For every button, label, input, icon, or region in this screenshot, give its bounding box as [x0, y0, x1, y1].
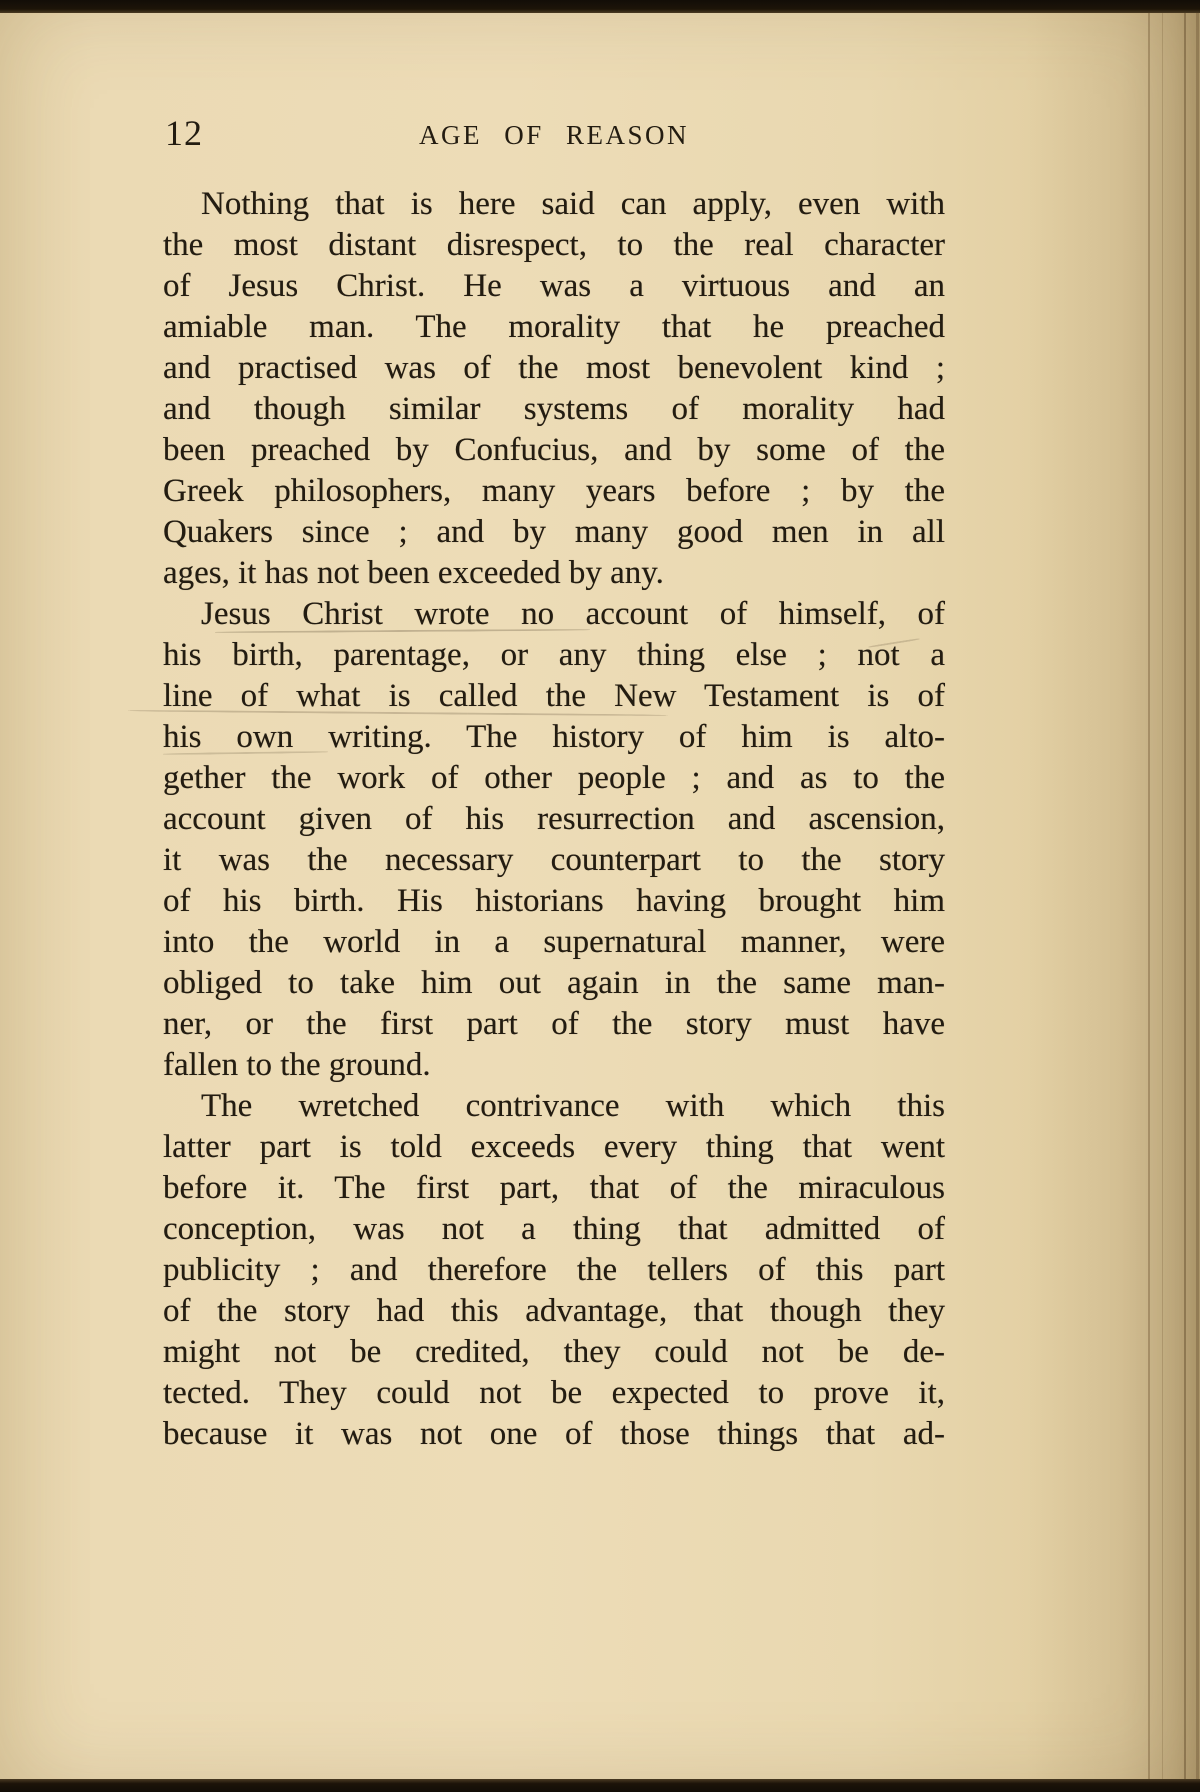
text-line: tected. They could not be expected to prove it, [163, 1375, 945, 1411]
paragraph [163, 594, 945, 1086]
text-line: Jesus Christ wrote no account of himself, of [201, 596, 945, 632]
text-line: into the world in a supernatural manner, were [163, 924, 945, 960]
text-line: latter part is told exceeds every thing that went [163, 1129, 945, 1165]
book-bottom-edge [0, 1779, 1200, 1792]
text-line: ages, it has not been exceeded by any. [163, 555, 664, 591]
text-line: been preached by Confucius, and by some of the [163, 432, 945, 468]
running-header: AGE OF REASON [418, 120, 690, 150]
fore-edge-line [1162, 13, 1163, 1779]
book-top-edge [0, 0, 1200, 13]
fore-edge-line [1148, 13, 1150, 1779]
text-line: amiable man. The morality that he preached [163, 309, 945, 345]
text-line: fallen to the ground. [163, 1047, 431, 1083]
text-line: The wretched contrivance with which this [201, 1088, 945, 1124]
text-line: gether the work of other people ; and as to the [163, 760, 945, 796]
text-line: his own writing. The history of him is alto- [163, 719, 945, 755]
paragraph [163, 184, 945, 594]
fore-edge-line [1196, 13, 1199, 1779]
page-stack-fore-edge [1025, 13, 1200, 1779]
text-line: conception, was not a thing that admitted of [163, 1211, 945, 1247]
text-line: before it. The first part, that of the miraculous [163, 1170, 945, 1206]
text-line: his birth, parentage, or any thing else ; not a [163, 637, 945, 673]
text-line: obliged to take him out again in the same man- [163, 965, 945, 1001]
page-header [163, 112, 945, 158]
text-line: Quakers since ; and by many good men in all [163, 514, 945, 550]
text-line: and though similar systems of morality had [163, 391, 945, 427]
text-line: of Jesus Christ. He was a virtuous and an [163, 268, 945, 304]
text-line: because it was not one of those things that ad- [163, 1416, 945, 1452]
text-line: Nothing that is here said can apply, even with [201, 186, 945, 222]
text-line: it was the necessary counterpart to the story [163, 842, 945, 878]
text-line: account given of his resurrection and ascension, [163, 801, 945, 837]
text-line: Greek philosophers, many years before ; by the [163, 473, 945, 509]
page-number: 12 [165, 113, 203, 153]
text-line: publicity ; and therefore the tellers of this part [163, 1252, 945, 1288]
fore-edge-line [1184, 13, 1186, 1779]
text-block [163, 184, 945, 1455]
paragraph [163, 1086, 945, 1455]
text-line: and practised was of the most benevolent kind ; [163, 350, 945, 386]
text-line: the most distant disrespect, to the real character [163, 227, 945, 263]
text-line: of his birth. His historians having brought him [163, 883, 945, 919]
text-line: might not be credited, they could not be de- [163, 1334, 945, 1370]
text-line: ner, or the first part of the story must have [163, 1006, 945, 1042]
text-line: line of what is called the New Testament is of [163, 678, 945, 714]
text-line: of the story had this advantage, that though they [163, 1293, 945, 1329]
page-content [163, 112, 945, 1455]
